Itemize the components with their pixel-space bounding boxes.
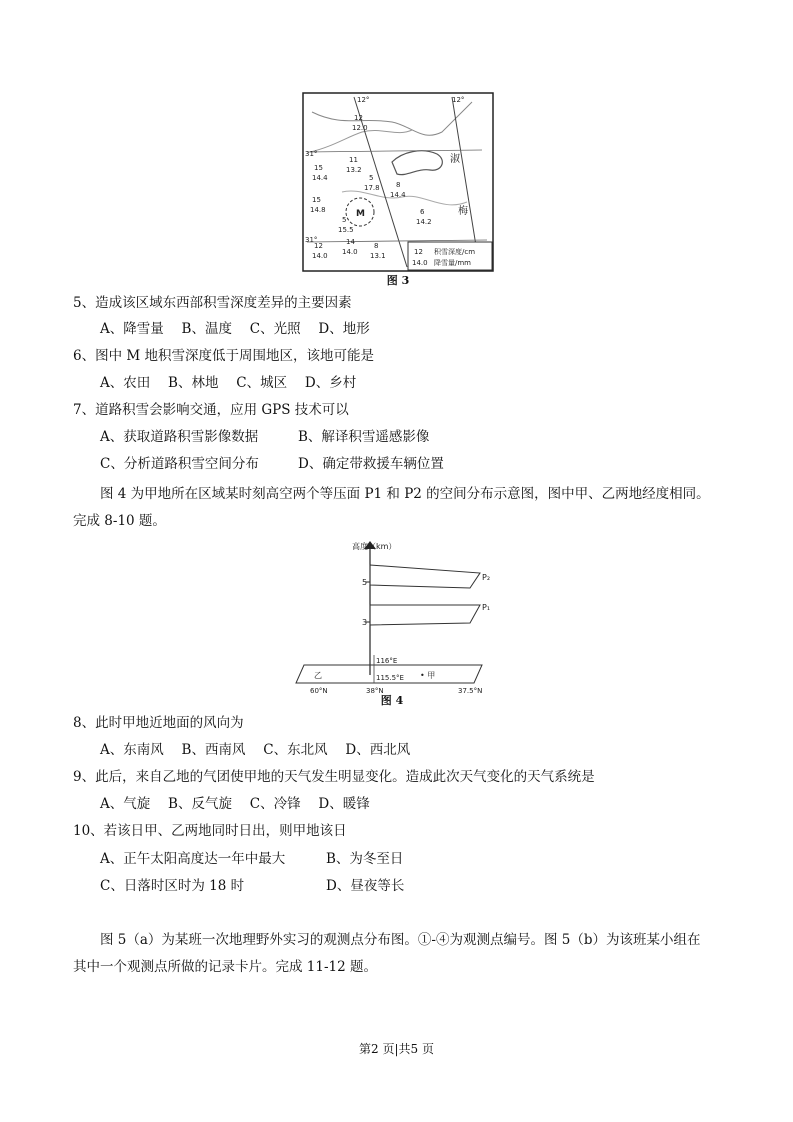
place-label-2: 梅 <box>458 206 468 217</box>
lat-mid: 38°N <box>366 687 384 695</box>
p2-surface <box>370 565 480 588</box>
question-6-options: A、农田 B、林地 C、城区 D、乡村 <box>100 375 357 391</box>
question-7-option-b: B、解译积雪遥感影像 <box>298 429 430 445</box>
station-fall: 14.4 <box>312 174 328 182</box>
lon-label-2: 115.5°E <box>376 674 404 682</box>
legend-fall-label: 降雪量/mm <box>434 259 471 267</box>
tick-3: 3 <box>362 618 368 627</box>
question-10-option-c: C、日落时区时为 18 时 <box>100 878 245 894</box>
intro-11-12-line2: 其中一个观测点所做的记录卡片。完成 11-12 题。 <box>73 959 377 975</box>
question-10-option-b: B、为冬至日 <box>326 851 404 867</box>
lon-label-1: 116°E <box>376 657 398 665</box>
station-fall: 14.8 <box>310 206 326 214</box>
question-5: 5、造成该区域东西部积雪深度差异的主要因素 <box>73 295 352 311</box>
station-depth: 6 <box>420 208 425 216</box>
lat-label-1: 31° <box>305 150 318 158</box>
question-7: 7、道路积雪会影响交通，应用 GPS 技术可以 <box>73 402 349 418</box>
station-depth: 12 <box>314 242 323 250</box>
lat-right: 37.5°N <box>458 687 483 695</box>
corner-label-1: 12° <box>357 96 370 104</box>
station-depth: 8 <box>396 181 401 189</box>
y-axis-label: 高度（km） <box>352 542 397 551</box>
station-depth: 8 <box>374 242 379 250</box>
figure-4 <box>292 535 492 707</box>
question-7-option-c: C、分析道路积雪空间分布 <box>100 456 259 472</box>
lat-label-2: 31° <box>305 236 318 244</box>
p2-label: P₂ <box>482 573 491 582</box>
station-depth: 5 <box>342 216 347 224</box>
p1-surface <box>370 605 480 625</box>
question-9-options: A、气旋 B、反气旋 C、冷锋 D、暖锋 <box>100 796 370 812</box>
station-fall: 14.2 <box>416 218 432 226</box>
station-fall: 13.1 <box>370 252 386 260</box>
intro-11-12-line1: 图 5（a）为某班一次地理野外实习的观测点分布图。①-④为观测点编号。图 5（b）为该班某小组在 <box>100 932 701 948</box>
question-7-option-a: A、获取道路积雪影像数据 <box>100 429 259 445</box>
station-depth: 15 <box>314 164 323 172</box>
station-fall: 14.4 <box>390 191 406 199</box>
place-label-1: 淑 <box>450 154 460 165</box>
question-8: 8、此时甲地近地面的风向为 <box>73 715 244 731</box>
isobaric-surface-diagram <box>292 535 492 707</box>
question-10-option-a: A、正午太阳高度达一年中最大 <box>100 851 286 867</box>
tick-5: 5 <box>362 578 368 587</box>
station-depth: 12 <box>354 114 363 122</box>
m-label: M <box>356 209 365 219</box>
intro-8-10-line1: 图 4 为甲地所在区域某时刻高空两个等压面 P1 和 P2 的空间分布示意图，图中甲、乙两地经度相同。 <box>100 486 710 502</box>
station-fall: 14.0 <box>312 252 328 260</box>
question-6: 6、图中 M 地积雪深度低于周围地区，该地可能是 <box>73 348 374 364</box>
legend-depth-value: 12 <box>414 248 423 256</box>
figure-3-caption: 图 3 <box>386 274 410 287</box>
yi-label: 乙 <box>314 671 322 680</box>
station-fall: 14.0 <box>342 248 358 256</box>
intro-8-10-line2: 完成 8-10 题。 <box>73 513 166 529</box>
question-8-options: A、东南风 B、西南风 C、东北风 D、西北风 <box>100 742 411 758</box>
station-depth: 5 <box>369 174 374 182</box>
question-10-option-d: D、昼夜等长 <box>326 878 405 894</box>
question-5-options: A、降雪量 B、温度 C、光照 D、地形 <box>100 321 370 337</box>
station-fall: 12.0 <box>352 124 368 132</box>
figure-3 <box>302 92 494 272</box>
lat-left: 60°N <box>310 687 328 695</box>
figure-4-caption: 图 4 <box>380 694 404 707</box>
station-depth: 15 <box>312 196 321 204</box>
question-9: 9、此后，来自乙地的气团使甲地的天气发生明显变化。造成此次天气变化的天气系统是 <box>73 769 595 785</box>
legend-depth-label: 积雪深度/cm <box>434 248 476 256</box>
station-fall: 17.8 <box>364 184 380 192</box>
station-fall: 15.5 <box>338 226 354 234</box>
station-depth: 14 <box>346 238 355 246</box>
jia-label: • 甲 <box>420 671 436 680</box>
legend-fall-value: 14.0 <box>412 259 428 267</box>
page-footer: 第2 页|共5 页 <box>359 1042 434 1056</box>
question-7-option-d: D、确定带救援车辆位置 <box>298 456 444 472</box>
snow-map <box>302 92 494 272</box>
station-depth: 11 <box>349 156 358 164</box>
station-fall: 13.2 <box>346 166 362 174</box>
question-10: 10、若该日甲、乙两地同时日出，则甲地该日 <box>73 823 347 839</box>
p1-label: P₁ <box>482 603 491 612</box>
corner-label-2: 12° <box>452 96 465 104</box>
